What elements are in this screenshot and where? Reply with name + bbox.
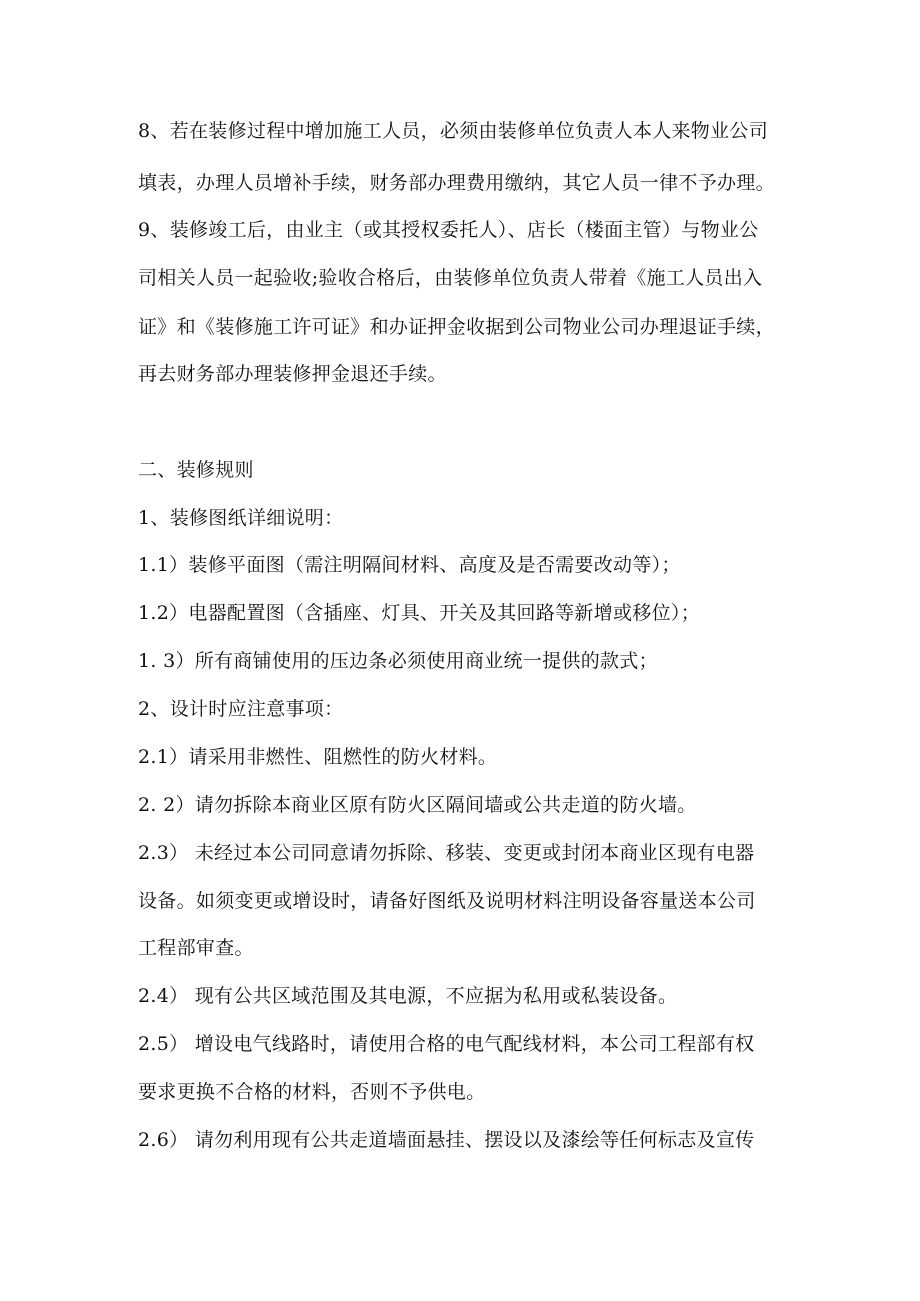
paragraph-line: 8、若在装修过程中增加施工人员，必须由装修单位负责人本人来物业公司: [138, 120, 768, 142]
paragraph-line: 9、装修竣工后，由业主（或其授权委托人）、店长（楼面主管）与物业公: [138, 219, 759, 241]
paragraph-line: 2.3） 未经过本公司同意请勿拆除、移装、变更或封闭本商业区现有电器: [138, 842, 755, 864]
paragraph-line: 填表，办理人员增补手续，财务部办理费用缴纳，其它人员一律不予办理。: [138, 172, 775, 194]
paragraph-line: 2.5） 增设电气线路时，请使用合格的电气配线材料，本公司工程部有权: [138, 1033, 755, 1055]
section-heading: 二、装修规则: [138, 459, 254, 481]
paragraph-line: 2. 2）请勿拆除本商业区原有防火区隔间墙或公共走道的防火墙。: [138, 794, 697, 816]
paragraph-line: 1、装修图纸详细说明：: [138, 507, 344, 529]
paragraph-line: 2.6） 请勿利用现有公共走道墙面悬挂、摆设以及漆绘等任何标志及宣传: [138, 1129, 755, 1151]
paragraph-line: 证》和《装修施工许可证》和办证押金收据到公司物业公司办理退证手续，: [138, 316, 775, 338]
paragraph-line: 1. 3）所有商铺使用的压边条必须使用商业统一提供的款式；: [138, 650, 658, 672]
paragraph-line: 2.4） 现有公共区域范围及其电源，不应据为私用或私装设备。: [138, 985, 678, 1007]
paragraph-line: 2.1）请采用非燃性、阻燃性的防火材料。: [138, 746, 498, 768]
paragraph-line: 司相关人员一起验收;验收合格后，由装修单位负责人带着《施工人员出入: [138, 267, 763, 289]
paragraph-line: 1.2）电器配置图（含插座、灯具、开关及其回路等新增或移位）；: [138, 602, 701, 624]
paragraph-line: 要求更换不合格的材料，否则不予供电。: [138, 1081, 486, 1103]
paragraph-line: 2、设计时应注意事项：: [138, 698, 344, 720]
paragraph-line: 工程部审查。: [138, 937, 254, 959]
paragraph-line: 再去财务部办理装修押金退还手续。: [138, 363, 447, 385]
paragraph-line: 1.1）装修平面图（需注明隔间材料、高度及是否需要改动等）；: [138, 554, 681, 576]
paragraph-line: 设备。如须变更或增设时，请备好图纸及说明材料注明设备容量送本公司: [138, 890, 756, 912]
